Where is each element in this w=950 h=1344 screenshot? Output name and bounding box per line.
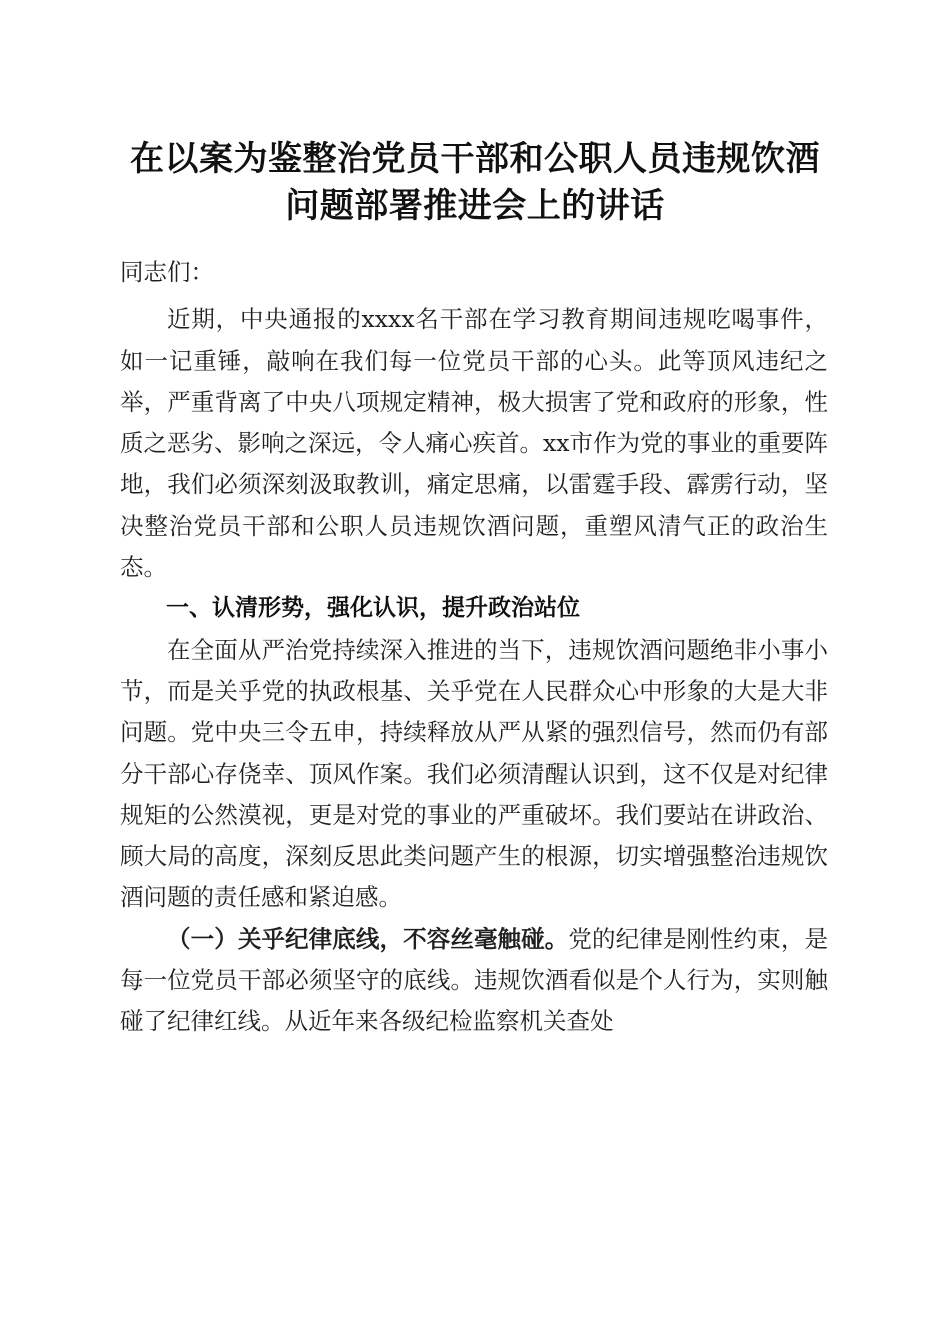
title-line-2: 问题部署推进会上的讲话 [285,186,665,226]
subsection-1-text: 党的纪律是刚性约束，是每一位党员干部必须坚守的底线。违规饮酒看似是个人行为，实则触碰了纪律红线。从近年来各级纪检监察机关查处 [120,924,829,1036]
paragraph-intro: 近期，中央通报的xxxx名干部在学习教育期间违规吃喝事件，如一记重锤，敲响在我们每一位党员干部的心头。此等顶风违纪之举，严重背离了中央八项规定精神，极大损害了党和政府的形象，性质之恶劣、影响之深远，令人痛心疾首。xx市作为党的事业的重要阵地，我们必须深刻汲取教训，痛定思痛，以雷霆手段、霹雳行动，坚决整治党员干部和公职人员违规饮酒问题，重塑风清气正的政治生态。 [120,305,829,582]
document-body [120,252,828,1043]
paragraph-situation: 在全面从严治党持续深入推进的当下，违规饮酒问题绝非小事小节，而是关乎党的执政根基、关乎党在人民群众心中形象的大是大非问题。党中央三令五申，持续释放从严从紧的强烈信号，然而仍有部分干部心存侥幸、顶风作案。我们必须清醒认识到，这不仅是对纪律规矩的公然漠视，更是对党的事业的严重破坏。我们要站在讲政治、顾大局的高度，深刻反思此类问题产生的根源，切实增强整治违规饮酒问题的责任感和紧迫感。 [120,635,828,912]
document-title [100,136,850,230]
subsection-1-lead: （一）关乎纪律底线，不容丝毫触碰。 [167,924,569,953]
salutation: 同志们： [120,258,214,286]
title-line-1: 在以案为鉴整治党员干部和公职人员违规饮酒 [130,139,820,179]
section-heading-1: 一、认清形势，强化认识，提升政治站位 [166,595,580,622]
paragraph-subsection-1 [120,919,828,1043]
